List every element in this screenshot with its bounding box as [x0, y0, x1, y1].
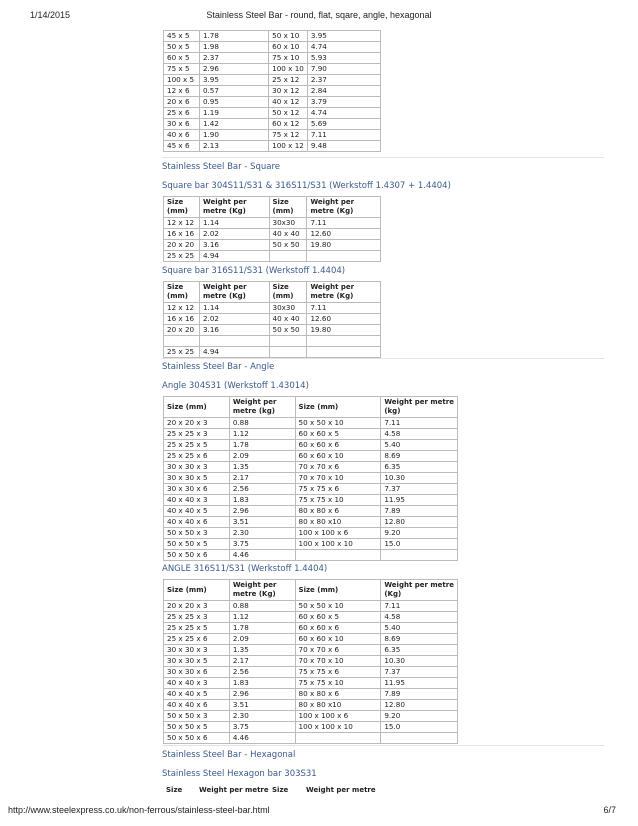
- column-header: Weight per metre (Kg): [307, 197, 381, 218]
- square-table-1: [163, 196, 381, 262]
- table-cell: 10.30: [381, 656, 458, 667]
- table-cell: 20 x 6: [164, 97, 200, 108]
- table-cell: 1.12: [229, 429, 295, 440]
- table-row: [164, 86, 381, 97]
- table-cell: 30 x 12: [269, 86, 308, 97]
- table-cell: 2.09: [229, 451, 295, 462]
- table-cell: 11.95: [381, 678, 458, 689]
- print-date: 1/14/2015: [30, 10, 71, 20]
- table-cell: [269, 251, 307, 262]
- hex-col-weight: Weight per metre: [199, 786, 269, 794]
- table-cell: 2.09: [229, 634, 295, 645]
- column-header: Size (mm): [295, 580, 381, 601]
- table-row: [164, 119, 381, 130]
- table-cell: 60 x 60 x 10: [295, 634, 381, 645]
- column-header: Weight per metre (Kg): [199, 197, 269, 218]
- table-row: [164, 108, 381, 119]
- table-cell: 75 x 12: [269, 130, 308, 141]
- table-cell: 60 x 60 x 5: [295, 612, 381, 623]
- table-cell: 75 x 75 x 10: [295, 495, 381, 506]
- table-row: [164, 612, 458, 623]
- hex-col-size2: Size: [272, 786, 289, 794]
- table-cell: 25 x 6: [164, 108, 200, 119]
- table-row: [164, 229, 381, 240]
- table-cell: 19.80: [307, 240, 381, 251]
- table-cell: [295, 550, 381, 561]
- table-row: [164, 303, 381, 314]
- table-cell: 50 x 50 x 5: [164, 722, 230, 733]
- table-cell: 100 x 100 x 6: [295, 528, 381, 539]
- column-header: Size (mm): [164, 282, 200, 303]
- table-cell: 5.93: [307, 53, 380, 64]
- column-header: Weight per metre (kg): [229, 397, 295, 418]
- table-cell: 80 x 80 x10: [295, 517, 381, 528]
- table-cell: 12.80: [381, 517, 458, 528]
- table-cell: 3.51: [229, 700, 295, 711]
- table-cell: 50 x 50 x 6: [164, 733, 230, 744]
- table-row: [164, 336, 381, 347]
- page-number: 6/7: [603, 805, 616, 815]
- table-cell: 40 x 40 x 6: [164, 517, 230, 528]
- table-cell: 7.11: [307, 303, 381, 314]
- table-cell: 75 x 10: [269, 53, 308, 64]
- table-cell: 50 x 10: [269, 31, 308, 42]
- table-cell: 25 x 25 x 6: [164, 634, 230, 645]
- table-cell: 4.58: [381, 429, 458, 440]
- table-row: [164, 539, 458, 550]
- table-cell: 40 x 40: [269, 229, 307, 240]
- table-row: [164, 130, 381, 141]
- square-table2-title: Square bar 316S11/S31 (Werkstoff 1.4404): [162, 266, 346, 276]
- table-cell: 2.84: [307, 86, 380, 97]
- table-row: [164, 506, 458, 517]
- table-row: [164, 462, 458, 473]
- table-row: [164, 484, 458, 495]
- table-row: [164, 418, 458, 429]
- table-cell: 3.16: [199, 240, 269, 251]
- table-row: [164, 667, 458, 678]
- table-cell: 2.17: [229, 473, 295, 484]
- table-cell: 7.11: [381, 418, 458, 429]
- table-cell: 70 x 70 x 10: [295, 656, 381, 667]
- table-row: [164, 601, 458, 612]
- table-cell: 40 x 40 x 3: [164, 495, 230, 506]
- table-cell: 9.20: [381, 711, 458, 722]
- table-cell: [381, 550, 458, 561]
- table-row: [164, 314, 381, 325]
- table-cell: 1.42: [199, 119, 268, 130]
- table-row: [164, 689, 458, 700]
- table-cell: 25 x 25 x 3: [164, 429, 230, 440]
- table-row: [164, 64, 381, 75]
- table-cell: 5.40: [381, 440, 458, 451]
- square-heading: Stainless Steel Bar - Square: [162, 162, 281, 172]
- table-cell: 100 x 10: [269, 64, 308, 75]
- table-cell: 25 x 12: [269, 75, 308, 86]
- table-cell: 25 x 25: [164, 251, 200, 262]
- table-cell: 30 x 30 x 5: [164, 656, 230, 667]
- table-cell: 60 x 12: [269, 119, 308, 130]
- table-cell: 12 x 12: [164, 303, 200, 314]
- table-cell: 1.83: [229, 495, 295, 506]
- table-cell: 6.35: [381, 645, 458, 656]
- table-cell: 1.78: [229, 440, 295, 451]
- table-cell: 30 x 30 x 3: [164, 645, 230, 656]
- table-cell: 80 x 80 x10: [295, 700, 381, 711]
- table-row: [164, 623, 458, 634]
- divider: [162, 358, 604, 359]
- table-cell: 7.11: [307, 130, 380, 141]
- table-cell: 12 x 6: [164, 86, 200, 97]
- square-table-2: [163, 281, 381, 358]
- column-header: Size (mm): [164, 580, 230, 601]
- angle-table2-title: ANGLE 316S11/S31 (Werkstoff 1.4404): [162, 564, 328, 574]
- table-cell: 2.30: [229, 528, 295, 539]
- table-cell: 9.20: [381, 528, 458, 539]
- table-cell: 60 x 60 x 10: [295, 451, 381, 462]
- table-cell: 15.0: [381, 722, 458, 733]
- table-row: [164, 656, 458, 667]
- table-cell: 16 x 16: [164, 229, 200, 240]
- table-cell: 40 x 40 x 6: [164, 700, 230, 711]
- table-cell: 2.96: [199, 64, 268, 75]
- column-header: Weight per metre (kg): [381, 397, 458, 418]
- table-cell: 30 x 30 x 5: [164, 473, 230, 484]
- table-cell: 3.16: [199, 325, 269, 336]
- table-cell: 7.37: [381, 667, 458, 678]
- table-cell: 60 x 60 x 6: [295, 440, 381, 451]
- table-cell: 8.69: [381, 634, 458, 645]
- table-cell: 75 x 75 x 6: [295, 667, 381, 678]
- table-row: [164, 325, 381, 336]
- table-row: [164, 451, 458, 462]
- table-cell: 5.40: [381, 623, 458, 634]
- table-header-row: [164, 282, 381, 303]
- table-cell: 7.11: [381, 601, 458, 612]
- table-row: [164, 711, 458, 722]
- table-cell: 50 x 12: [269, 108, 308, 119]
- column-header: Size (mm): [164, 397, 230, 418]
- column-header: Weight per metre (Kg): [199, 282, 269, 303]
- table-cell: 20 x 20 x 3: [164, 601, 230, 612]
- table-cell: 75 x 5: [164, 64, 200, 75]
- table-cell: 30 x 30 x 6: [164, 484, 230, 495]
- table-row: [164, 240, 381, 251]
- table-row: [164, 528, 458, 539]
- table-cell: 7.37: [381, 484, 458, 495]
- table-cell: 50 x 50: [269, 325, 307, 336]
- table-cell: 25 x 25 x 5: [164, 623, 230, 634]
- table-row: [164, 517, 458, 528]
- table-row: [164, 97, 381, 108]
- table-cell: 3.95: [199, 75, 268, 86]
- table-cell: 3.79: [307, 97, 380, 108]
- table-row: [164, 645, 458, 656]
- table-row: [164, 251, 381, 262]
- table-cell: 2.96: [229, 506, 295, 517]
- table-cell: 30x30: [269, 218, 307, 229]
- column-header: Size (mm): [295, 397, 381, 418]
- table-cell: [269, 347, 307, 358]
- table-cell: 60 x 60 x 5: [295, 429, 381, 440]
- table-cell: 0.88: [229, 601, 295, 612]
- table-cell: 10.30: [381, 473, 458, 484]
- column-header: Weight per metre (Kg): [381, 580, 458, 601]
- table-cell: 1.14: [199, 303, 269, 314]
- table-cell: 1.35: [229, 462, 295, 473]
- print-header: [0, 10, 638, 22]
- column-header: Size (mm): [269, 282, 307, 303]
- table-cell: 100 x 100 x 6: [295, 711, 381, 722]
- hex-col-weight2: Weight per metre: [306, 786, 376, 794]
- table-cell: 70 x 70 x 6: [295, 645, 381, 656]
- table-cell: 5.69: [307, 119, 380, 130]
- table-cell: [295, 733, 381, 744]
- table-cell: 2.13: [199, 141, 268, 152]
- table-cell: 50 x 50 x 6: [164, 550, 230, 561]
- table-row: [164, 634, 458, 645]
- table-cell: 50 x 50 x 10: [295, 418, 381, 429]
- table-cell: [381, 733, 458, 744]
- table-cell: 30x30: [269, 303, 307, 314]
- table-cell: 50 x 5: [164, 42, 200, 53]
- table-cell: 7.11: [307, 218, 381, 229]
- angle-heading: Stainless Steel Bar - Angle: [162, 362, 275, 372]
- table-cell: 2.17: [229, 656, 295, 667]
- table-cell: 2.56: [229, 667, 295, 678]
- table-cell: 4.94: [199, 251, 269, 262]
- angle-table1-title: Angle 304S31 (Werkstoff 1.43014): [162, 381, 309, 391]
- table-row: [164, 440, 458, 451]
- table-cell: 50 x 50 x 5: [164, 539, 230, 550]
- column-header: Weight per metre (Kg): [307, 282, 381, 303]
- table-cell: 45 x 5: [164, 31, 200, 42]
- table-cell: 12.60: [307, 229, 381, 240]
- table-cell: [307, 347, 381, 358]
- table-cell: 50 x 50 x 10: [295, 601, 381, 612]
- table-cell: 30 x 6: [164, 119, 200, 130]
- table-cell: 2.37: [307, 75, 380, 86]
- table-cell: [307, 251, 381, 262]
- angle-table-2: [163, 579, 458, 744]
- table-cell: 40 x 6: [164, 130, 200, 141]
- column-header: Size (mm): [269, 197, 307, 218]
- table-row: [164, 42, 381, 53]
- table-cell: 4.74: [307, 42, 380, 53]
- table-cell: 2.02: [199, 229, 269, 240]
- table-cell: 0.57: [199, 86, 268, 97]
- table-cell: 2.56: [229, 484, 295, 495]
- table-row: [164, 429, 458, 440]
- table-cell: 40 x 40: [269, 314, 307, 325]
- table-cell: 2.96: [229, 689, 295, 700]
- table-cell: 50 x 50 x 3: [164, 528, 230, 539]
- table-row: [164, 75, 381, 86]
- table-cell: 15.0: [381, 539, 458, 550]
- table-cell: 60 x 10: [269, 42, 308, 53]
- table-cell: 1.19: [199, 108, 268, 119]
- print-footer: [0, 805, 638, 817]
- table-cell: 40 x 40 x 5: [164, 506, 230, 517]
- column-header: Size (mm): [164, 197, 200, 218]
- table-cell: 16 x 16: [164, 314, 200, 325]
- table-row: [164, 218, 381, 229]
- table-cell: 3.51: [229, 517, 295, 528]
- flat-bar-table: [163, 30, 381, 152]
- table-cell: 30 x 30 x 3: [164, 462, 230, 473]
- table-cell: 4.58: [381, 612, 458, 623]
- table-cell: 0.88: [229, 418, 295, 429]
- table-cell: 1.78: [229, 623, 295, 634]
- table-row: [164, 678, 458, 689]
- table-cell: 9.48: [307, 141, 380, 152]
- table-cell: 4.46: [229, 550, 295, 561]
- table-cell: 20 x 20: [164, 325, 200, 336]
- table-cell: 80 x 80 x 6: [295, 506, 381, 517]
- table-cell: 50 x 50: [269, 240, 307, 251]
- table-cell: 4.94: [199, 347, 269, 358]
- table-cell: 75 x 75 x 6: [295, 484, 381, 495]
- table-row: [164, 31, 381, 42]
- table-row: [164, 700, 458, 711]
- table-row: [164, 53, 381, 64]
- table-cell: 100 x 5: [164, 75, 200, 86]
- table-cell: 19.80: [307, 325, 381, 336]
- table-cell: 8.69: [381, 451, 458, 462]
- table-row: [164, 347, 381, 358]
- table-row: [164, 722, 458, 733]
- table-cell: 1.14: [199, 218, 269, 229]
- table-row: [164, 473, 458, 484]
- hex-col-size: Size: [166, 786, 183, 794]
- table-cell: 25 x 25 x 5: [164, 440, 230, 451]
- table-cell: 11.95: [381, 495, 458, 506]
- table-cell: 2.30: [229, 711, 295, 722]
- table-cell: 12.80: [381, 700, 458, 711]
- table-cell: 1.83: [229, 678, 295, 689]
- table-cell: 25 x 25: [164, 347, 200, 358]
- table-cell: 25 x 25 x 6: [164, 451, 230, 462]
- table-header-row: [164, 397, 458, 418]
- table-row: [164, 733, 458, 744]
- table-cell: 1.78: [199, 31, 268, 42]
- table-cell: 50 x 50 x 3: [164, 711, 230, 722]
- table-cell: 1.90: [199, 130, 268, 141]
- table-cell: 2.37: [199, 53, 268, 64]
- table-cell: 40 x 40 x 3: [164, 678, 230, 689]
- table-cell: 100 x 12: [269, 141, 308, 152]
- table-cell: 100 x 100 x 10: [295, 539, 381, 550]
- table-cell: 1.35: [229, 645, 295, 656]
- table-cell: [199, 336, 269, 347]
- table-cell: 3.75: [229, 722, 295, 733]
- table-cell: 0.95: [199, 97, 268, 108]
- print-title: Stainless Steel Bar - round, flat, sqare, angle, hexagonal: [206, 10, 432, 20]
- table-cell: 7.89: [381, 689, 458, 700]
- hex-title: Stainless Steel Hexagon bar 303S31: [162, 769, 317, 779]
- table-cell: 3.75: [229, 539, 295, 550]
- table-cell: 100 x 100 x 10: [295, 722, 381, 733]
- table-cell: 80 x 80 x 6: [295, 689, 381, 700]
- table-cell: 7.89: [381, 506, 458, 517]
- table-cell: 6.35: [381, 462, 458, 473]
- table-cell: 7.90: [307, 64, 380, 75]
- table-cell: 60 x 60 x 6: [295, 623, 381, 634]
- table-cell: 40 x 12: [269, 97, 308, 108]
- table-header-row: [164, 580, 458, 601]
- table-cell: 2.02: [199, 314, 269, 325]
- hex-heading: Stainless Steel Bar - Hexagonal: [162, 750, 296, 760]
- table-cell: 20 x 20: [164, 240, 200, 251]
- table-row: [164, 550, 458, 561]
- table-cell: 60 x 5: [164, 53, 200, 64]
- table-cell: 75 x 75 x 10: [295, 678, 381, 689]
- table-cell: 70 x 70 x 6: [295, 462, 381, 473]
- table-cell: 30 x 30 x 6: [164, 667, 230, 678]
- table-cell: 45 x 6: [164, 141, 200, 152]
- table-cell: 40 x 40 x 5: [164, 689, 230, 700]
- table-row: [164, 495, 458, 506]
- table-cell: 12 x 12: [164, 218, 200, 229]
- divider: [162, 745, 604, 746]
- table-row: [164, 141, 381, 152]
- table-cell: [307, 336, 381, 347]
- table-cell: 4.74: [307, 108, 380, 119]
- table-cell: 1.12: [229, 612, 295, 623]
- column-header: Weight per metre (Kg): [229, 580, 295, 601]
- table-header-row: [164, 197, 381, 218]
- table-cell: 70 x 70 x 10: [295, 473, 381, 484]
- table-cell: 3.95: [307, 31, 380, 42]
- table-cell: [269, 336, 307, 347]
- table-cell: 1.98: [199, 42, 268, 53]
- table-cell: 4.46: [229, 733, 295, 744]
- square-table1-title: Square bar 304S11/S31 & 316S11/S31 (Werkstoff 1.4307 + 1.4404): [162, 181, 451, 191]
- table-cell: 12.60: [307, 314, 381, 325]
- table-cell: 20 x 20 x 3: [164, 418, 230, 429]
- divider: [162, 157, 604, 158]
- print-url: http://www.steelexpress.co.uk/non-ferrous/stainless-steel-bar.html: [8, 805, 270, 815]
- table-cell: [164, 336, 200, 347]
- angle-table-1: [163, 396, 458, 561]
- table-cell: 25 x 25 x 3: [164, 612, 230, 623]
